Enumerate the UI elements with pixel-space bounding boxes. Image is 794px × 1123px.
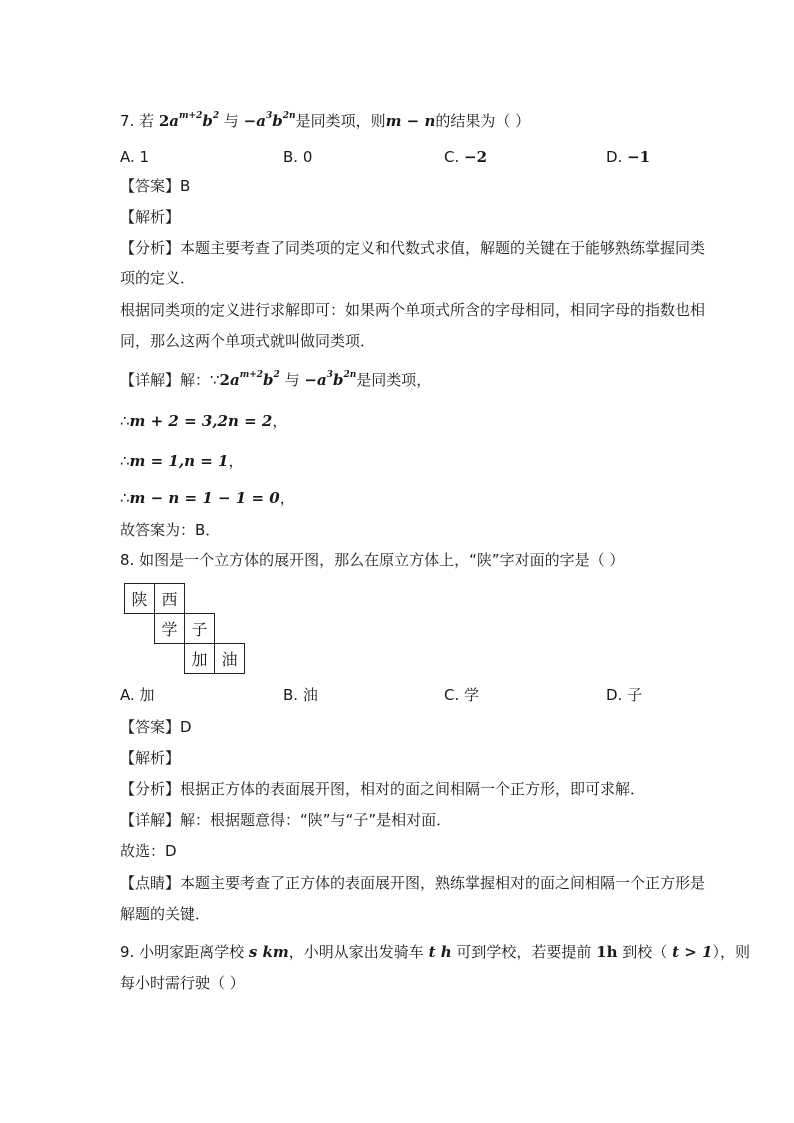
option-label: A. [120,686,140,704]
q7-analysis-line1: 【分析】本题主要考查了同类项的定义和代数式求值，解题的关键在于能够熟练掌握同类 [120,239,706,257]
comma: ， [228,452,244,470]
q7-prefix: 7. 若 [120,112,159,130]
q7-expr: m − n [385,112,436,130]
option-label: A. [120,148,140,166]
q7-term2-sign: − [243,112,257,130]
comma: ， [272,412,288,430]
therefore-symbol: ∴ [120,412,130,430]
q7-connector: 与 [219,112,244,130]
q8-stem: 8. 如图是一个立方体的展开图，那么在原立方体上，“陕”字对面的字是（ ） [120,551,625,569]
q8-option-a [120,685,155,705]
option-value: 子 [627,686,643,704]
option-value: 0 [302,148,313,166]
option-value: −1 [627,148,651,166]
option-label: D. [606,148,628,166]
q7-term2-a: a [316,371,327,389]
q7-term2-exp-b: 2n [343,370,357,380]
q9-early: 1h [596,943,618,961]
q7-stem [120,111,530,131]
net-cell: 油 [214,643,245,674]
q7-term1-exp-a: m+2 [179,111,203,121]
q7-step3-math: m − n = 1 − 1 = 0 [129,489,280,507]
q7-term1-exp-b: 2 [273,370,280,380]
q9-part1: 9. 小明家距离学校 [120,943,249,961]
q7-step2-math: m = 1,n = 1 [129,452,229,470]
q7-term1-b: b [202,112,213,130]
q7-detail-prefix: 【详解】解：∵ [120,371,220,389]
q7-term2-exp-a: 3 [326,370,333,380]
q7-analysis-line2: 项的定义． [120,269,196,287]
q9-distance: s km [248,943,289,961]
q8-option-c [444,685,479,705]
q7-step1 [120,411,287,431]
q7-term2-exp-a: 3 [265,111,273,121]
q8-comment-line2: 解题的关键． [120,905,211,923]
q7-middle: 是同类项，则 [295,112,386,130]
q7-term1-a: a [229,371,240,389]
net-cell: 学 [154,613,185,644]
q8-option-d [606,685,642,705]
net-cell: 西 [154,583,185,614]
q7-term1-exp-b: 2 [212,111,220,121]
q7-detail [120,370,431,390]
comma: ， [279,489,295,507]
q7-term2-b: b [332,371,344,389]
therefore-symbol: ∴ [120,452,130,470]
q9-part2: ，小明从家出发骑车 [288,943,429,961]
q7-term1-exp-a: m+2 [239,370,264,380]
q7-term2-sign: − [304,371,317,389]
option-label: D. [606,686,628,704]
option-label: B. [283,148,303,166]
q7-term1-coef: 2 [158,112,170,130]
q7-detail-suffix: 是同类项， [356,371,432,389]
q7-term2-exp-b: 2n [282,111,296,121]
q7-connector: 与 [279,371,305,389]
option-value: 加 [139,686,155,704]
q7-analysis-line3: 根据同类项的定义进行求解即可：如果两个单项式所含的字母相同，相同字母的指数也相 [120,301,706,319]
net-cell: 加 [184,643,215,674]
q7-analysis-title: 【解析】 [120,208,181,226]
q8-detail: 【详解】解：根据题意得：“陕”与“子”是相对面． [120,811,452,829]
q7-term1-coef: 2 [219,371,230,389]
net-cell: 子 [184,613,215,644]
option-label: C. [444,686,465,704]
q8-comment-line1: 【点睛】本题主要考查了正方体的表面展开图，熟练掌握相对的面之间相隔一个正方形是 [120,874,706,892]
q8-analysis: 【分析】根据正方体的表面展开图，相对的面之间相隔一个正方形，即可求解． [120,780,646,798]
q7-term2-b: b [272,112,283,130]
q7-analysis-line4: 同，那么这两个单项式就叫做同类项． [120,332,376,350]
q7-answer: 【答案】B [120,177,191,195]
q8-choice: 故选：D [120,842,177,860]
q7-term1-b: b [263,371,274,389]
q7-option-a [120,147,149,167]
option-value: −2 [464,148,488,166]
option-value: 1 [139,148,150,166]
option-value: 油 [302,686,318,704]
q9-part4: 到校（ [617,943,673,961]
option-value: 学 [464,686,480,704]
q9-time: t h [428,943,452,961]
q8-answer: 【答案】D [120,718,192,736]
therefore-symbol: ∴ [120,489,130,507]
q7-option-c [444,147,487,167]
q8-option-b [283,685,318,705]
q9-condition: t > 1 [672,943,713,961]
q7-step1-math: m + 2 = 3,2n = 2 [129,412,273,430]
q7-step3 [120,488,295,508]
option-label: B. [283,686,303,704]
q9-stem-line1 [120,942,750,962]
q7-term2-a: a [256,112,266,130]
q7-step2 [120,451,243,471]
q9-part5: ），则 [712,943,750,961]
q7-term1-a: a [169,112,180,130]
net-cell: 陕 [124,583,155,614]
q9-stem-line2: 每小时需行驶（ ） [120,974,245,992]
q8-analysis-title: 【解析】 [120,749,181,767]
q7-conclusion: 故答案为：B． [120,521,221,539]
q7-suffix: 的结果为（ ） [435,112,531,130]
q7-option-d [606,147,650,167]
q7-option-b [283,147,312,167]
q9-part3: 可到学校，若要提前 [451,943,597,961]
option-label: C. [444,148,465,166]
